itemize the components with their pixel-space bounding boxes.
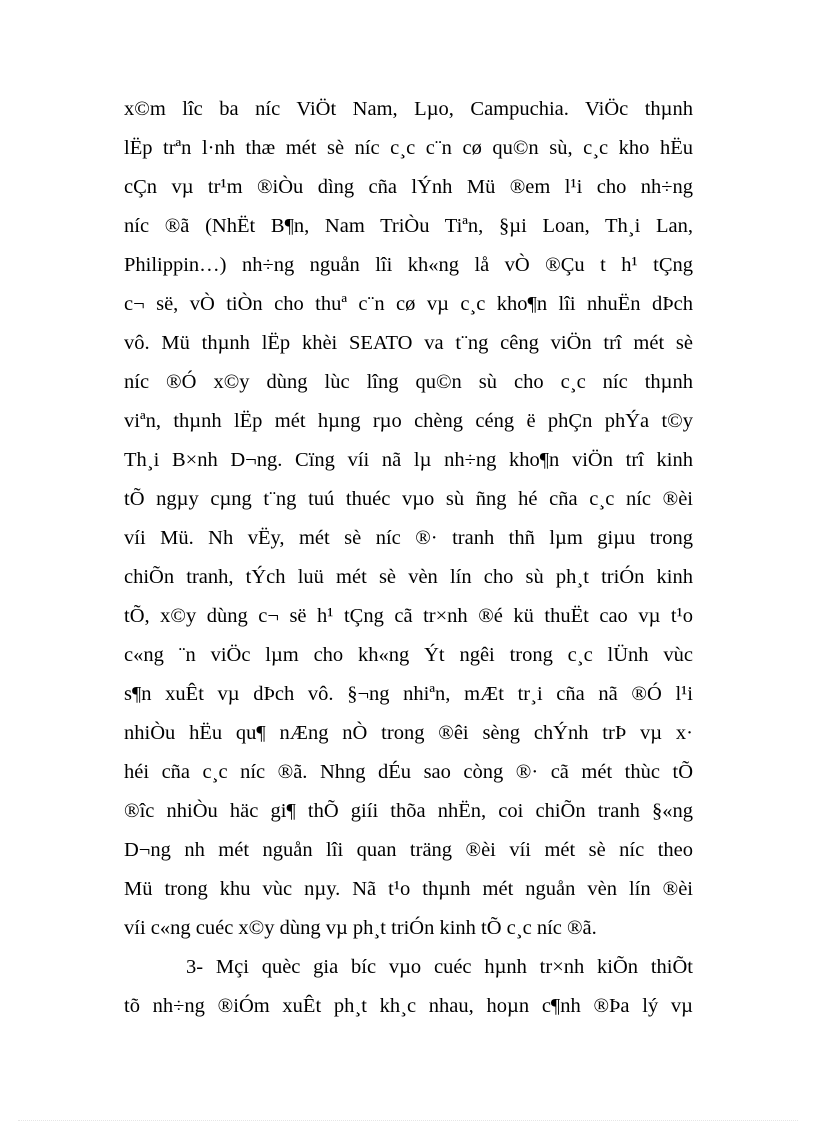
text-line: c¬ së, vÒ tiÒn cho thuª c¨n cø vµ c¸c kho¶n lîi nhuËn dÞch xyxy=(124,293,693,315)
text-line: c«ng ¨n viÖc lµm cho kh«ng Ýt ngêi trong c¸c lÜnh vùc xyxy=(124,644,693,666)
text-line: 3- Mçi quèc gia bíc vµo cuéc hµnh tr×nh kiÕn thiÕt xyxy=(186,956,693,978)
text-line: vô. Mü thµnh lËp khèi SEATO va t¨ng cêng viÖn trî mét sè xyxy=(124,332,693,354)
text-line: chiÕn tranh, tÝch luü mét sè vèn lín cho sù ph¸t triÓn kinh xyxy=(124,566,693,588)
text-line: viªn, thµnh lËp mét hµng rµo chèng céng ë phÇn phÝa t©y xyxy=(124,410,693,432)
text-line: tÕ ngµy cµng t¨ng tuú thuéc vµo sù ñng hé cña c¸c níc ®èi xyxy=(124,488,693,510)
paragraph-1 xyxy=(124,90,693,948)
text-line: tõ nh÷ng ®iÓm xuÊt ph¸t kh¸c nhau, hoµn c¶nh ®Þa lý vµ xyxy=(124,995,693,1017)
text-line: Mü trong khu vùc nµy. Nã t¹o thµnh mét nguån vèn lín ®èi xyxy=(124,878,693,900)
text-line: héi cña c¸c níc ®ã. Nhng dÉu sao còng ®· cã mét thùc tÕ xyxy=(124,761,693,783)
text-line: tÕ, x©y dùng c¬ së h¹ tÇng cã tr×nh ®é kü thuËt cao vµ t¹o xyxy=(124,605,693,627)
text-line: víi c«ng cuéc x©y dùng vµ ph¸t triÓn kinh tÕ c¸c níc ®ã. xyxy=(124,917,597,939)
text-line: Philippin…) nh÷ng nguån lîi kh«ng lå vÒ ®Çu t h¹ tÇng xyxy=(124,254,693,276)
paragraph-2 xyxy=(124,948,693,1026)
text-line: s¶n xuÊt vµ dÞch vô. §¬ng nhiªn, mÆt tr¸i cña nã ®Ó l¹i xyxy=(124,683,693,705)
text-line: níc ®ã (NhËt B¶n, Nam TriÒu Tiªn, §µi Loan, Th¸i Lan, xyxy=(124,215,693,237)
page-footer-rule xyxy=(18,1120,798,1121)
text-line: Th¸i B×nh D¬ng. Cïng víi nã lµ nh÷ng kho¶n viÖn trî kinh xyxy=(124,449,693,471)
text-line: víi Mü. Nh vËy, mét sè níc ®· tranh thñ lµm giµu trong xyxy=(124,527,693,549)
body-text xyxy=(124,90,693,1026)
text-line: nhiÒu hËu qu¶ nÆng nÒ trong ®êi sèng chÝnh trÞ vµ x· xyxy=(124,722,693,744)
text-line: D¬ng nh mét nguån lîi quan träng ®èi víi mét sè níc theo xyxy=(124,839,693,861)
text-line: ®îc nhiÒu häc gi¶ thÕ giíi thõa nhËn, coi chiÕn tranh §«ng xyxy=(124,800,693,822)
text-line: lËp trªn l·nh thæ mét sè níc c¸c c¨n cø qu©n sù, c¸c kho hËu xyxy=(124,137,693,159)
text-line: níc ®Ó x©y dùng lùc lîng qu©n sù cho c¸c níc thµnh xyxy=(124,371,693,393)
text-line: cÇn vµ tr¹m ®iÒu dìng cña lÝnh Mü ®em l¹i cho nh÷ng xyxy=(124,176,693,198)
text-line: x©m lîc ba níc ViÖt Nam, Lµo, Campuchia. ViÖc thµnh xyxy=(124,98,693,120)
